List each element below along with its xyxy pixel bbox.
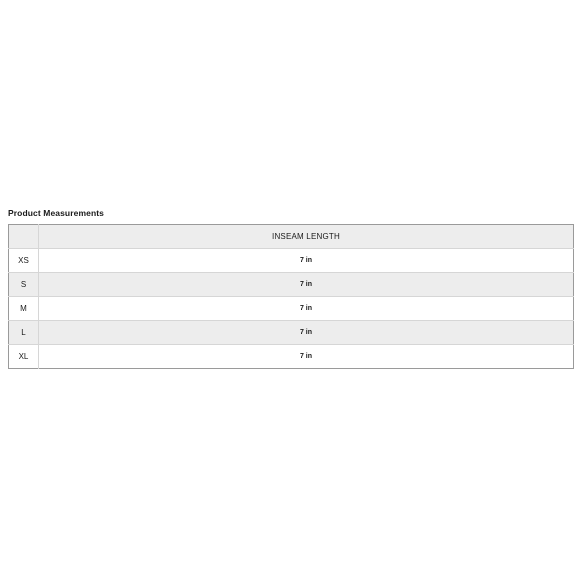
inseam-value: 7 in bbox=[39, 321, 574, 345]
size-label: XL bbox=[9, 345, 39, 369]
inseam-value: 7 in bbox=[39, 273, 574, 297]
table-row bbox=[9, 249, 574, 273]
table-header-row bbox=[9, 225, 574, 249]
table-row bbox=[9, 273, 574, 297]
column-header-inseam-length: INSEAM LENGTH bbox=[39, 225, 574, 249]
inseam-value: 7 in bbox=[39, 249, 574, 273]
table-row bbox=[9, 345, 574, 369]
inseam-value: 7 in bbox=[39, 345, 574, 369]
size-label: S bbox=[9, 273, 39, 297]
size-label: L bbox=[9, 321, 39, 345]
size-label: XS bbox=[9, 249, 39, 273]
table-row bbox=[9, 297, 574, 321]
section-title: Product Measurements bbox=[8, 208, 104, 218]
table-corner-cell bbox=[9, 225, 39, 249]
size-label: M bbox=[9, 297, 39, 321]
inseam-value: 7 in bbox=[39, 297, 574, 321]
table-row bbox=[9, 321, 574, 345]
measurements-table bbox=[8, 224, 574, 369]
